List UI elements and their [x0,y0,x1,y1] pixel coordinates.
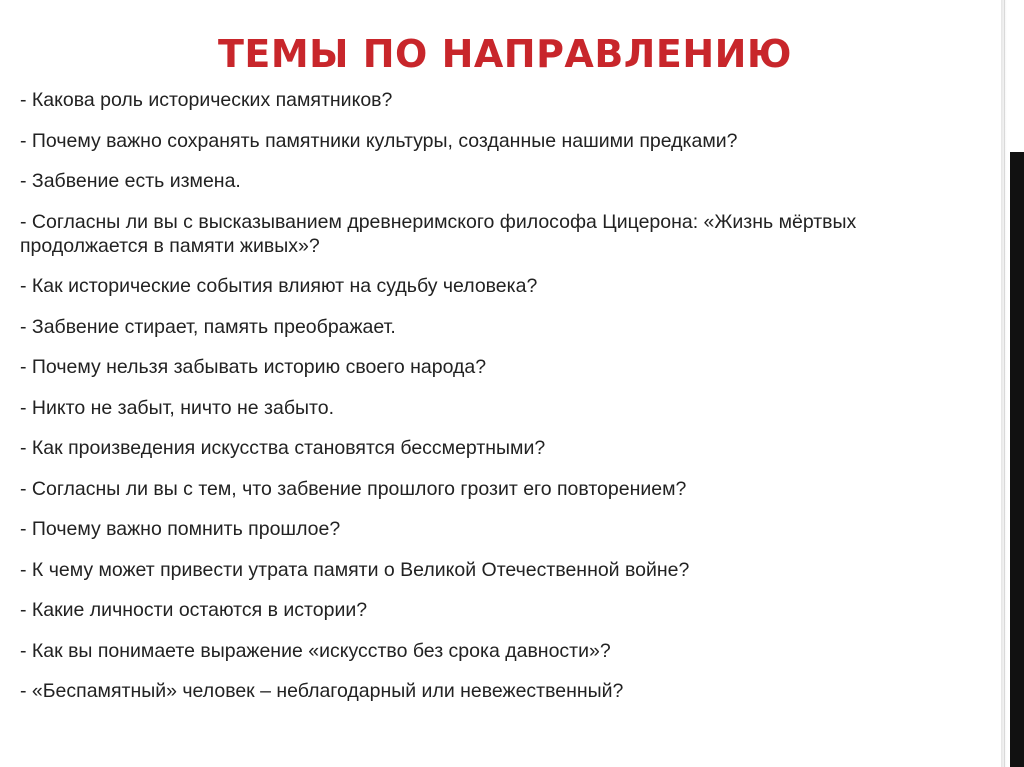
list-item: - Никто не забыт, ничто не забыто. [20,396,334,419]
slide-title: ТЕМЫ ПО НАПРАВЛЕНИЮ [217,32,793,76]
list-item: - Как произведения искусства становятся бессмертными? [20,437,546,459]
list-item: - Какова роль исторических памятников? [20,89,393,111]
list-item: - Почему нельзя забывать историю своего народа? [20,356,487,378]
list-item: - Забвение стирает, память преображает. [20,315,396,338]
list-item: - Почему важно сохранять памятники культуры, созданные нашими предками? [20,129,738,152]
page-edge-line [1004,0,1005,767]
list-item: - Согласны ли вы с высказыванием древнеримского философа Цицерона: «Жизнь мёртвых продолжается в памяти живых»? [20,210,857,257]
list-item: - Почему важно помнить прошлое? [20,518,341,540]
list-item: - Какие личности остаются в истории? [20,599,368,621]
right-accent-bar [1010,152,1024,767]
topic-list [20,88,980,720]
list-item: - Забвение есть измена. [20,170,241,192]
list-item: - Согласны ли вы с тем, что забвение прошлого грозит его повторением? [20,477,687,500]
list-item: - «Беспамятный» человек – неблагодарный или невежественный? [20,680,624,702]
list-item: - Как вы понимаете выражение «искусство без срока давности»? [20,639,611,662]
list-item: - Как исторические события влияют на судьбу человека? [20,275,538,297]
list-item: - К чему может привести утрата памяти о Великой Отечественной войне? [20,558,690,581]
